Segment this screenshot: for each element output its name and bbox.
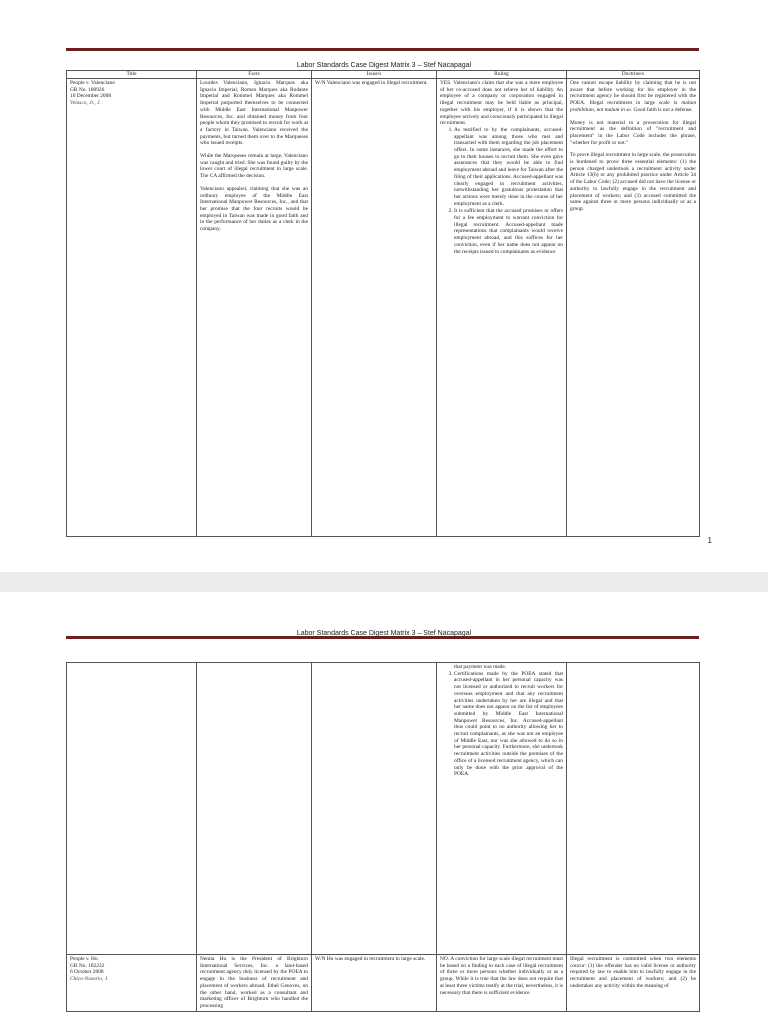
case-date: 6 October 2008: [70, 969, 104, 976]
facts-paragraph: While the Marqueses remain at large, Valenciano was caught and tried. She was found guilty by the lower court of illegal recruitment in large scale. The CA affirmed the decision.: [200, 153, 308, 180]
doctrine-paragraph: Illegal recruitment is committed when two elements concur: (1) the offender has no valid license or authority required by law to enable him to lawfully engage in the recruitment and placement of workers; and (2) he undertakes any activity within the meaning of: [570, 956, 696, 989]
doctrine-paragraph: Money is not material to a prosecution for illegal recruitment as the definition of "recruitment and placement" in the Labor Code includes the phrase, "whether for profit or not.": [570, 119, 696, 146]
column-header-facts: Facts: [197, 71, 312, 79]
issue-cell: [312, 663, 437, 955]
table-row: [67, 79, 700, 537]
ruling-list: [440, 127, 563, 255]
facts-cell: [197, 79, 312, 537]
issue-text: W/N Valenciano was engaged in illegal recruitment.: [315, 80, 428, 86]
doctrine-cell: [567, 79, 700, 537]
case-title-cell: [67, 79, 197, 537]
case-digest-table-continued: [66, 662, 700, 1012]
facts-cell: [197, 955, 312, 1012]
doctrine-cell: [567, 955, 700, 1012]
column-header-title: Title: [67, 71, 197, 79]
ruling-continuation: that payment was made.: [454, 664, 507, 670]
ruling-cell: [437, 79, 567, 537]
doctrine-text: Good faith is not a defense.: [632, 106, 693, 113]
ruling-point: 1. As testified to by the complainants, accused-appellant was among those who met and transacted with them regarding the job placement offers. In some instances, she made the effort to go to their houses to recruit them. She even gave assurances that they would be able to find employment abroad and leave for Taiwan after the filing of their applications. Accused-appellant was clearly engaged in recruitment activities, notwithstanding her gratuitous protestation that her actions were merely done in the course of her employment as a clerk.: [454, 127, 563, 207]
facts-cell: [197, 663, 312, 955]
case-title: People v. Valenciano: [70, 80, 115, 86]
issue-cell: [312, 955, 437, 1012]
case-date: 10 December 2008: [70, 93, 112, 100]
ruling-point: 3. Certifications made by the POEA stated that accused-appellant in her personal capacity was not licensed or authorized to recruit workers for overseas employment and that any recruitment activities undertaken by her are illegal and that her name does not appear on the list of employees submitted by Middle East International Manpower Resources, Inc. Accused-appellant thus could point to no authority allowing her to recruit complainants, as she was not an employee of Middle East, nor was she allowed to do so in her personal capacity. Furthermore, she undertook recruitment activities outside the premises of the office of a licensed recruitment agency, which can only be done with the prior approval of the POEA.: [454, 671, 563, 778]
doctrine-cell: [567, 663, 700, 955]
table-row: [67, 663, 700, 955]
facts-paragraph: Nenita Hu is the President of Brighturn International Services, Inc. a land-based recruitment agency duly licensed by the POEA to engage in the business of recruitment and placement of workers abroad. Ethel Genoves, on the other hand, worked as a consultant and marketing officer of Brighturn who handled the processing: [200, 956, 308, 1009]
doctrine-paragraph: [570, 80, 696, 114]
ruling-cell: [437, 955, 567, 1012]
case-gr-number: GR No. 180926: [70, 86, 105, 93]
issue-cell: [312, 79, 437, 537]
case-title: People v. Hu: [70, 956, 98, 962]
case-digest-table: [66, 70, 700, 537]
document-page-2: [0, 592, 768, 1024]
facts-paragraph: Valenciano appealed, claiming that she was an ordinary employee of the Middle East International Manpower Resources, Inc., and that her promise that the four recruits would be employed in Taiwan was made in good faith and in the performance of her duties as a clerk in the company.: [200, 185, 308, 233]
column-header-doctrines: Doctrine/s: [567, 71, 700, 79]
doctrine-text: One cannot escape liability by claiming that he is not aware that before working for his employer in the recruitment agency he should first be registered with the POEA. Illegal recruitment in large scale is: [570, 80, 696, 107]
page-header: Labor Standards Case Digest Matrix 3 – Stef Nacapagal: [296, 630, 472, 637]
ruling-intro: YES. Valenciano's claim that she was a mere employee of her co-accused does not relieve her of liability. An employee of a company or corporation engaged in illegal recruitment may be held liable as principal, together with his employer, if it is shown that the employee actively and consciously participated in illegal recruitment.: [440, 80, 563, 127]
doctrine-paragraph: To prove illegal recruitment in large scale, the prosecution is burdened to prove three essential elements: (1) the person charged undertook a recruitment activity under Article 13(b) or any prohibited practice under Article 34 of the Labor Code; (2) accused did not have the license or authority to lawfully engage in the recruitment and placement of workers; and (3) accused committed the same against three or more persons individually or as a group.: [570, 152, 696, 212]
ruling-cell: [437, 663, 567, 955]
ruling-list: [440, 671, 563, 778]
column-header-issues: Issue/s: [312, 71, 437, 79]
ruling-point: 2. It is sufficient that the accused promises or offers for a fee employment to warrant conviction for illegal recruitment. Accused-appellant made representations that complainants would receive employment abroad, and this suffices for her conviction, even if her name does not appear on the receipts issued to complainants as evidence: [454, 208, 563, 255]
case-ponente: Velasco, Jr., J.: [70, 100, 101, 107]
case-gr-number: GR No. 182232: [70, 962, 105, 969]
case-title-cell: [67, 955, 197, 1012]
ruling-text: NO. A conviction for large scale illegal recruitment must be based on a finding in each case of illegal recruitment of three or more persons whether individually or as a group. While it is true that the law does not require that at least three victims testify at the trial, nevertheless, it is necessary that there is sufficient evidence: [440, 956, 563, 996]
header-rule: [66, 48, 699, 51]
table-header-row: [67, 71, 700, 79]
facts-paragraph: Lourdes Valenciano, Ignacio Marques aka Ignacio Imperial, Romeo Marques aka Rodante Imperial and Rommel Marques aka Rommel Imperial purported themselves to be connected with Middle East International Manpower Resources, Inc. and obtained money from four people whom they promised to recruit for work at a factory in Taiwan. Valenciano received the payments, but turned them over to the Marqueses who issued receipts.: [200, 80, 308, 147]
column-header-ruling: Ruling: [437, 71, 567, 79]
page-header: Labor Standards Case Digest Matrix 3 – Stef Nacapagal: [296, 62, 472, 69]
case-title-cell: [67, 663, 197, 955]
page-number: 1: [707, 536, 712, 545]
issue-text: W/N Hu was engaged in recruitment in large scale.: [315, 956, 426, 962]
doctrine-latin-term: malum prohibitum, not malum in se.: [570, 100, 696, 113]
table-row: [67, 955, 700, 1012]
case-ponente: Chico-Nazario, J.: [70, 976, 109, 983]
